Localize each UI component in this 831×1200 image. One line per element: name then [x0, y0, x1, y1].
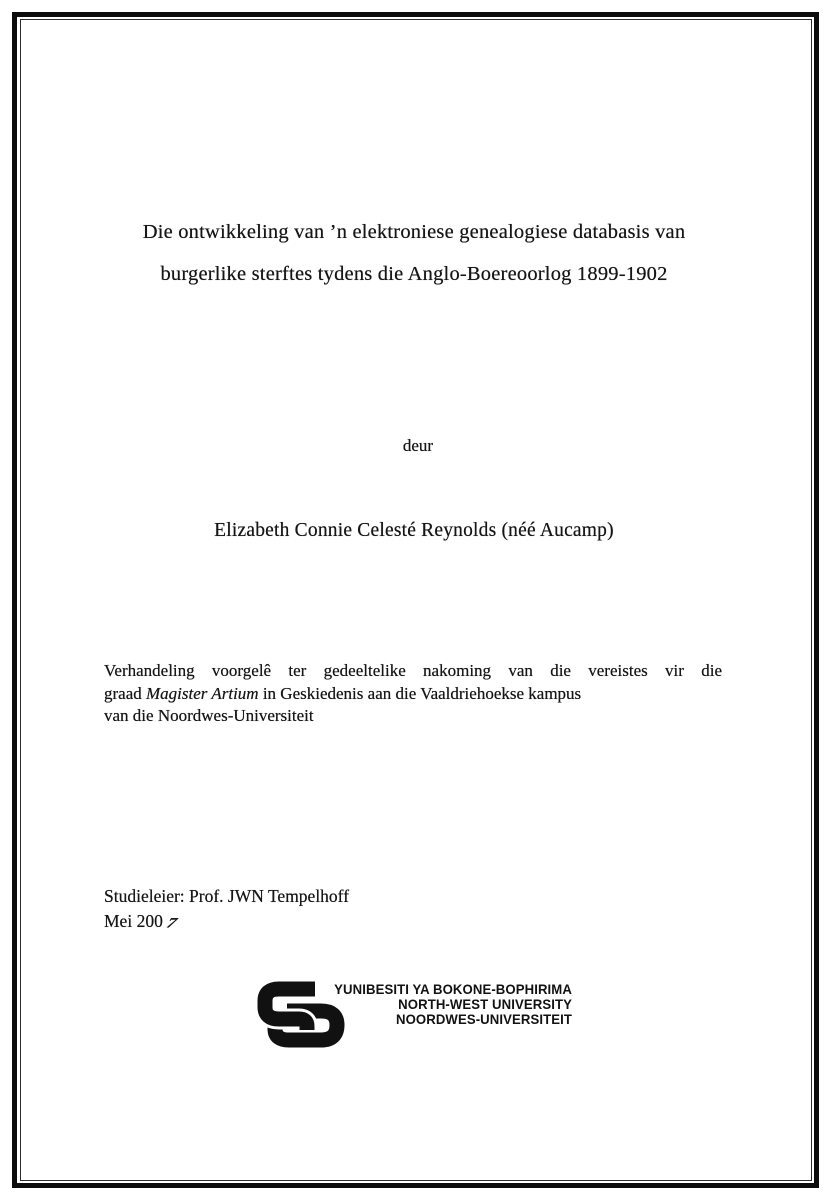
thesis-title-line2: burgerlike sterftes tydens die Anglo-Boereoorlog 1899-1902: [160, 263, 668, 285]
submission-line2-suffix: in Geskiedenis aan die Vaaldriehoekse kampus: [258, 683, 582, 703]
university-name-afrikaans: NOORDWES-UNIVERSITEIT: [396, 1010, 572, 1027]
university-name-block: [334, 982, 572, 1027]
date-line: [104, 909, 349, 934]
supervisor-line: Studieleier: Prof. JWN Tempelhoff: [104, 886, 350, 906]
date-prefix: Mei 200: [104, 910, 163, 931]
submission-line2-prefix: graad: [104, 683, 147, 703]
university-name-english: NORTH-WEST UNIVERSITY: [398, 995, 572, 1012]
byline-deur: deur: [402, 436, 434, 455]
thesis-title: [104, 211, 724, 295]
date-last-digit: 7: [162, 913, 181, 931]
thesis-title-line1: Die ontwikkeling van ’n elektroniese genealogiese databasis van: [142, 221, 686, 243]
submission-note: [104, 660, 722, 728]
submission-line2: [104, 683, 722, 706]
nwu-logo-icon: [257, 980, 345, 1050]
author-name: Elizabeth Connie Celesté Reynolds (néé Aucamp): [214, 520, 614, 541]
submission-line1: Verhandeling voorgelê ter gedeeltelike nakoming van die vereistes vir die: [104, 661, 722, 680]
supervisor-block: [104, 884, 349, 933]
submission-line3: van die Noordwes-Universiteit: [104, 706, 314, 725]
degree-name-italic: Magister Artium: [146, 683, 259, 703]
university-name-setswana: YUNIBESITI YA BOKONE-BOPHIRIMA: [334, 981, 572, 997]
